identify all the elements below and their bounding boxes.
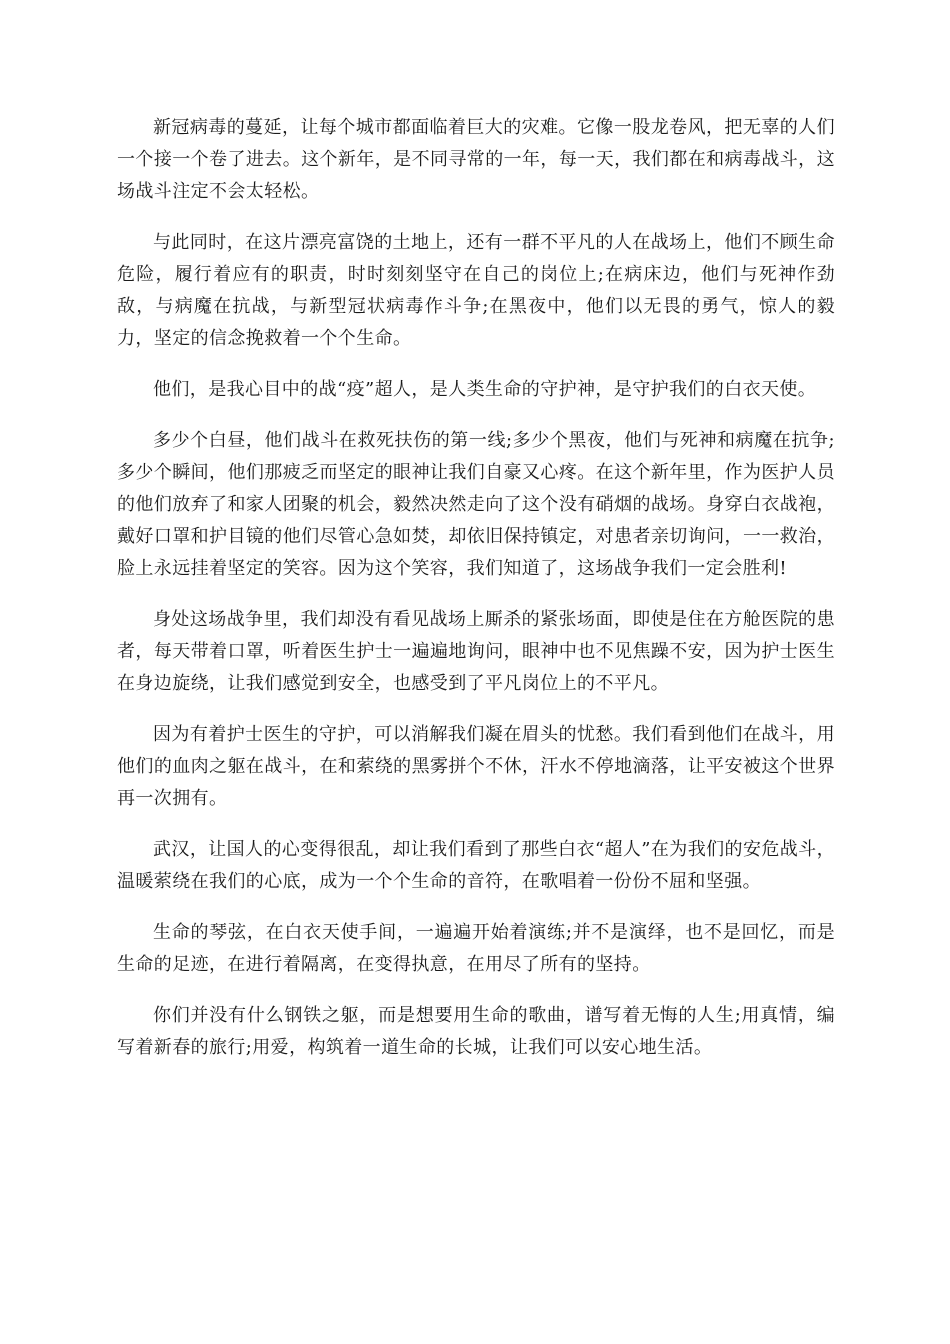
paragraph-7: 武汉，让国人的心变得很乱，却让我们看到了那些白衣“超人”在为我们的安危战斗，温暖萦绕在我们的心底，成为一个个生命的音符，在歌唱着一份份不屈和坚强。 <box>117 839 835 892</box>
paragraph-6: 因为有着护士医生的守护，可以消解我们凝在眉头的忧愁。我们看到他们在战斗，用他们的血肉之躯在战斗，在和萦绕的黑雾拼个不休，汗水不停地滴落，让平安被这个世界再一次拥有。 <box>117 724 835 809</box>
paragraph-9: 你们并没有什么钢铁之躯，而是想要用生命的歌曲，谱写着无悔的人生;用真情，编写着新春的旅行;用爱，构筑着一道生命的长城，让我们可以安心地生活。 <box>117 1005 835 1058</box>
paragraph-2: 与此同时，在这片漂亮富饶的土地上，还有一群不平凡的人在战场上，他们不顾生命危险，履行着应有的职责，时时刻刻坚守在自己的岗位上;在病床边，他们与死神作劲敌，与病魔在抗战，与新型冠状病毒作斗争;在黑夜中，他们以无畏的勇气，惊人的毅力，坚定的信念挽救着一个个生命。 <box>117 232 835 349</box>
document-body <box>117 112 835 1083</box>
paragraph-5: 身处这场战争里，我们却没有看见战场上厮杀的紧张场面，即使是住在方舱医院的患者，每天带着口罩，听着医生护士一遍遍地询问，眼神中也不见焦躁不安，因为护士医生在身边旋绕，让我们感觉到安全，也感受到了平凡岗位上的不平凡。 <box>117 609 835 694</box>
paragraph-3: 他们，是我心目中的战“疫”超人，是人类生命的守护神，是守护我们的白衣天使。 <box>153 379 817 400</box>
paragraph-1: 新冠病毒的蔓延，让每个城市都面临着巨大的灾难。它像一股龙卷风，把无辜的人们一个接一个卷了进去。这个新年，是不同寻常的一年，每一天，我们都在和病毒战斗，这场战斗注定不会太轻松。 <box>117 117 835 202</box>
paragraph-4: 多少个白昼，他们战斗在救死扶伤的第一线;多少个黑夜，他们与死神和病魔在抗争;多少个瞬间，他们那疲乏而坚定的眼神让我们自豪又心疼。在这个新年里，作为医护人员的他们放弃了和家人团聚的机会，毅然决然走向了这个没有硝烟的战场。身穿白衣战袍，戴好口罩和护目镜的他们尽管心急如焚，却依旧保持镇定，对患者亲切询问，一一救治，脸上永远挂着坚定的笑容。因为这个笑容，我们知道了，这场战争我们一定会胜利! <box>117 430 835 579</box>
paragraph-8: 生命的琴弦，在白衣天使手间，一遍遍开始着演练;并不是演绎，也不是回忆，而是生命的足迹，在进行着隔离，在变得执意，在用尽了所有的坚持。 <box>117 922 835 975</box>
